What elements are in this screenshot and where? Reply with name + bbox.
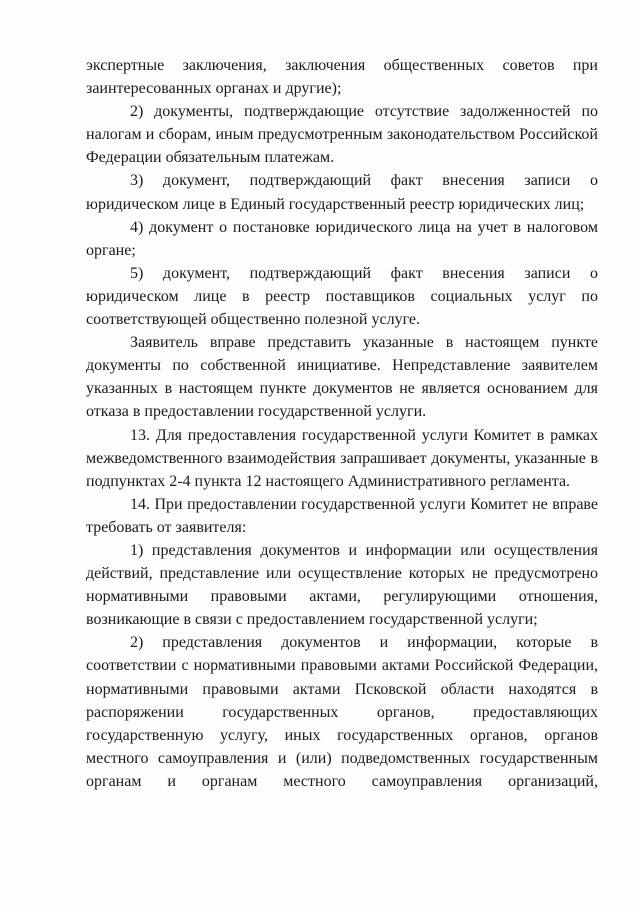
paragraph-item-3: 3) документ, подтверждающий факт внесения записи о юридическом лице в Единый государственный реестр юридических лиц; <box>86 172 598 213</box>
paragraph-continuation: экспертные заключения, заключения общественных советов при заинтересованных органах и другие); <box>86 57 598 98</box>
paragraph-14-item-2: 2) представления документов и информации, которые в соответствии с нормативными правовыми актами Российской Федерации, нормативными правовыми актами Псковской области находятся в распоряжении государственных органов, предоставляющих государственную услугу, иных государственных органов, органов местного самоуправления и (или) подведомственных государственным органам и органам местного самоуправления организаций, <box>86 634 598 790</box>
paragraph-applicant-right: Заявитель вправе представить указанные в настоящем пункте документы по собственной инициативе. Непредставление заявителем указанных в настоящем пункте документов не является основанием для отказа в предоставлении государственной услуги. <box>86 334 598 421</box>
paragraph-item-5: 5) документ, подтверждающий факт внесения записи о юридическом лице в реестр поставщиков социальных услуг по соответствующей общественно полезной услуге. <box>86 264 598 329</box>
paragraph-14-item-1: 1) представления документов и информации или осуществления действий, представление или осуществление которых не предусмотрено нормативными правовыми актами, регулирующими отношения, возникающие в связи с предоставлением государственной услуги; <box>86 541 598 629</box>
paragraph-13: 13. Для предоставления государственной услуги Комитет в рамках межведомственного взаимодействия запрашивает документы, указанные в подпунктах 2-4 пункта 12 настоящего Административного регламента. <box>86 426 598 490</box>
paragraph-14: 14. При предоставлении государственной услуги Комитет не вправе требовать от заявителя: <box>86 495 598 536</box>
paragraph-item-2: 2) документы, подтверждающие отсутствие задолженностей по налогам и сборам, иным предусмотренным законодательством Российской Федерации обязательным платежам. <box>86 103 598 167</box>
paragraph-item-4: 4) документ о постановке юридического лица на учет в налоговом органе; <box>86 218 598 259</box>
